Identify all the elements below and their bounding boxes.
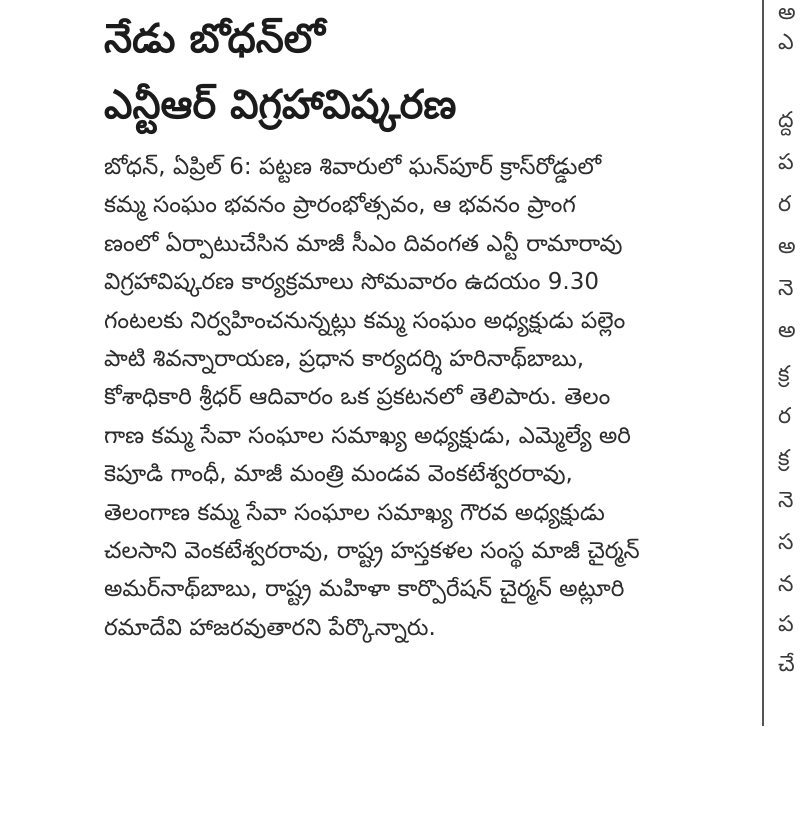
body-line: తెలంగాణ కమ్మ సేవా సంఘాల సమాఖ్య గౌరవ అధ్యక్షుడు — [104, 499, 605, 526]
headline-line-2: ఎన్టీఆర్‌ విగ్రహావిష్కరణ — [104, 82, 457, 128]
adjacent-text-fragment: అ — [778, 234, 796, 259]
article-headline — [104, 6, 744, 138]
adjacent-text-fragment: స — [778, 530, 794, 555]
body-line: విగ్రహావిష్కరణ కార్యక్రమాలు సోమవారం ఉదయం 9.30 — [104, 269, 599, 296]
adjacent-text-fragment: ద్ద — [778, 108, 794, 133]
adjacent-text-fragment: అ — [778, 318, 796, 343]
body-line: గాణ కమ్మ సేవా సంఘాల సమాఖ్య అధ్యక్షుడు, ఎమ్మెల్యే అరి — [104, 422, 631, 449]
news-article — [104, 6, 744, 647]
body-line: పాటి శివన్నారాయణ, ప్రధాన కార్యదర్శి హరినాథ్‌బాబు, — [104, 346, 585, 373]
body-line: బోధన్‌, ఏప్రిల్‌ 6: పట్టణ శివారులో ఘన్‌పూర్‌ క్రాస్‌రోడ్డులో — [104, 154, 602, 180]
adjacent-text-fragment: క్ర — [778, 446, 790, 471]
body-line: అమర్‌నాథ్‌బాబు, రాష్ట్ర మహిళా కార్పొరేషన్‌ చైర్మన్‌ అట్లూరి — [104, 576, 625, 603]
adjacent-text-fragment: ప — [778, 612, 794, 637]
body-line: రమాదేవి హాజరవుతారని పేర్కొన్నారు. — [104, 614, 436, 641]
body-line: కెపూడి గాంధీ, మాజీ మంత్రి మండవ వెంకటేశ్వరరావు, — [104, 461, 573, 488]
adjacent-text-fragment: ఎ — [778, 30, 794, 55]
adjacent-text-fragment: నె — [778, 276, 794, 301]
article-body — [104, 148, 744, 647]
body-line: కమ్మ సంఘం భవనం ప్రారంభోత్సవం, ఆ భవనం ప్రాంగ — [104, 192, 576, 219]
body-line: గంటలకు నిర్వహించనున్నట్లు కమ్మ సంఘం అధ్యక్షుడు పల్లెం — [104, 307, 626, 334]
adjacent-text-fragment: ర — [778, 404, 792, 429]
adjacent-text-fragment: క్ర — [778, 362, 790, 387]
body-line: ణంలో ఏర్పాటుచేసిన మాజీ సీఎం దివంగత ఎన్టీ రామారావు — [104, 230, 623, 257]
adjacent-text-fragment: ప — [778, 150, 794, 175]
adjacent-text-fragment: న — [778, 572, 794, 597]
body-line: చలసాని వెంకటేశ్వరరావు, రాష్ట్ర హస్తకళల సంస్థ మాజీ చైర్మన్‌ — [104, 538, 640, 565]
adjacent-text-fragment: నె — [778, 488, 794, 513]
adjacent-text-fragment: చే — [778, 652, 795, 677]
adjacent-column-fragment — [778, 0, 800, 700]
body-line: కోశాధికారి శ్రీధర్‌ ఆదివారం ఒక ప్రకటనలో తెలిపారు. తెలం — [104, 384, 611, 411]
column-divider — [762, 0, 764, 726]
adjacent-text-fragment: అ — [778, 0, 796, 25]
adjacent-text-fragment: ర — [778, 192, 792, 217]
headline-line-1: నేడు బోధన్‌లో — [104, 16, 325, 62]
